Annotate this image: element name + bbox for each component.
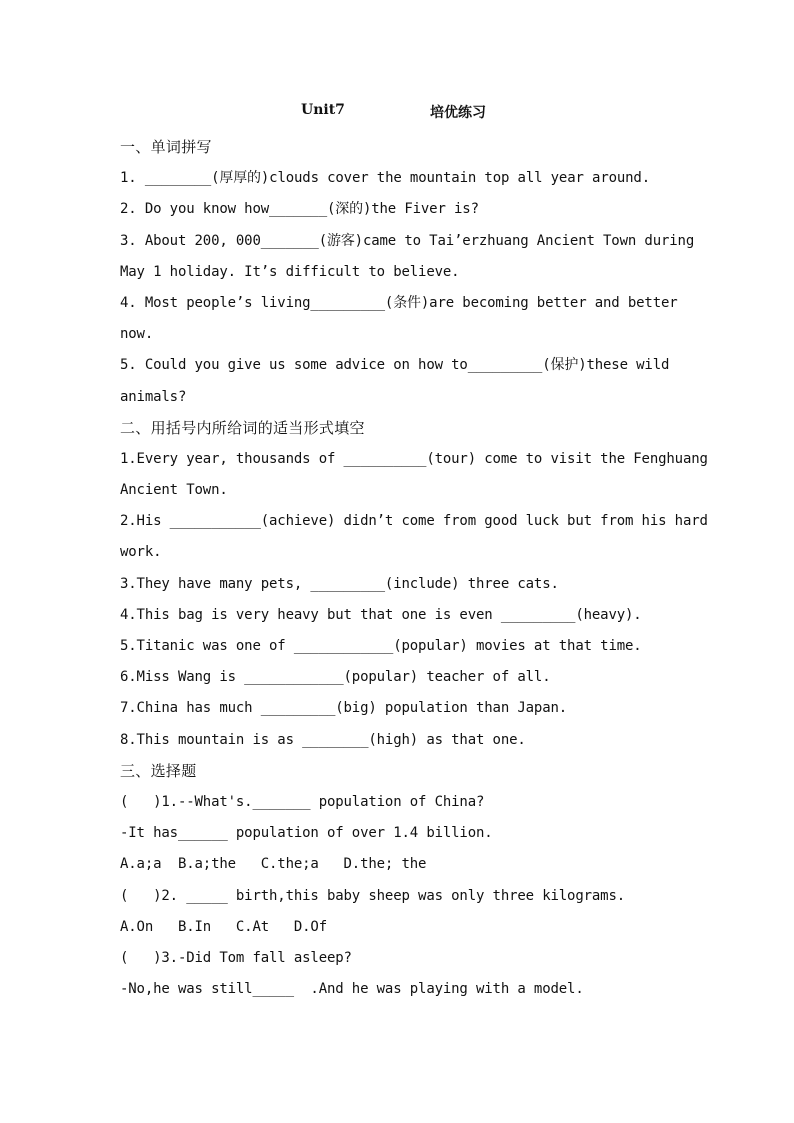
choice-line: A.On B.In C.At D.Of <box>120 918 327 935</box>
spelling-line: 2. Do you know how_______(深的)the Fiver is? <box>120 201 479 218</box>
word-form-line: 6.Miss Wang is ____________(popular) teacher of all. <box>120 669 551 686</box>
word-form-line: 4.This bag is very heavy but that one is even _________(heavy). <box>120 606 642 623</box>
word-form-line: 1.Every year, thousands of __________(tour) come to visit the Fenghuang <box>120 450 708 467</box>
word-form-line: work. <box>120 544 162 561</box>
spelling-line: 1. ________(厚厚的)clouds cover the mountain top all year around. <box>120 170 650 187</box>
word-form-line: 7.China has much _________(big) population than Japan. <box>120 700 568 717</box>
page-title <box>0 102 794 124</box>
spelling-line: now. <box>120 326 154 343</box>
title-unit: Unit7 <box>301 102 345 118</box>
worksheet-content <box>120 132 708 1005</box>
title-name: 培优练习 <box>430 105 486 121</box>
word-form-line: 5.Titanic was one of ____________(popular) movies at that time. <box>120 638 642 654</box>
spelling-line: animals? <box>120 388 187 405</box>
word-form-line: 8.This mountain is as ________(high) as that one. <box>120 731 526 748</box>
choice-line: ( )1.--What's._______ population of China? <box>120 793 485 810</box>
section-heading-multiple-choice: 三、选择题 <box>120 761 197 780</box>
section-heading-spelling: 一、单词拼写 <box>120 138 212 156</box>
spelling-line: 4. Most people’s living_________(条件)are becoming better and better <box>120 294 678 311</box>
choice-line: ( )3.-Did Tom fall asleep? <box>120 949 352 966</box>
spelling-line: May 1 holiday. It’s difficult to believe. <box>120 263 460 280</box>
choice-line: -No,he was still_____ .And he was playing with a model. <box>120 981 584 998</box>
spelling-line: 5. Could you give us some advice on how to_________(保护)these wild <box>120 357 670 374</box>
choice-line: A.a;a B.a;the C.the;a D.the; the <box>120 856 427 873</box>
word-form-line: Ancient Town. <box>120 482 228 499</box>
spelling-line: 3. About 200, 000_______(游客)came to Tai’erzhuang Ancient Town during <box>120 232 695 249</box>
word-form-line: 3.They have many pets, _________(include) three cats. <box>120 575 559 592</box>
section-heading-word-forms: 二、用括号内所给词的适当形式填空 <box>120 418 365 437</box>
choice-line: ( )2. _____ birth,this baby sheep was only three kilograms. <box>120 887 626 904</box>
choice-line: -It has______ population of over 1.4 billion. <box>120 825 493 842</box>
word-form-line: 2.His ___________(achieve) didn’t come from good luck but from his hard <box>120 513 708 530</box>
